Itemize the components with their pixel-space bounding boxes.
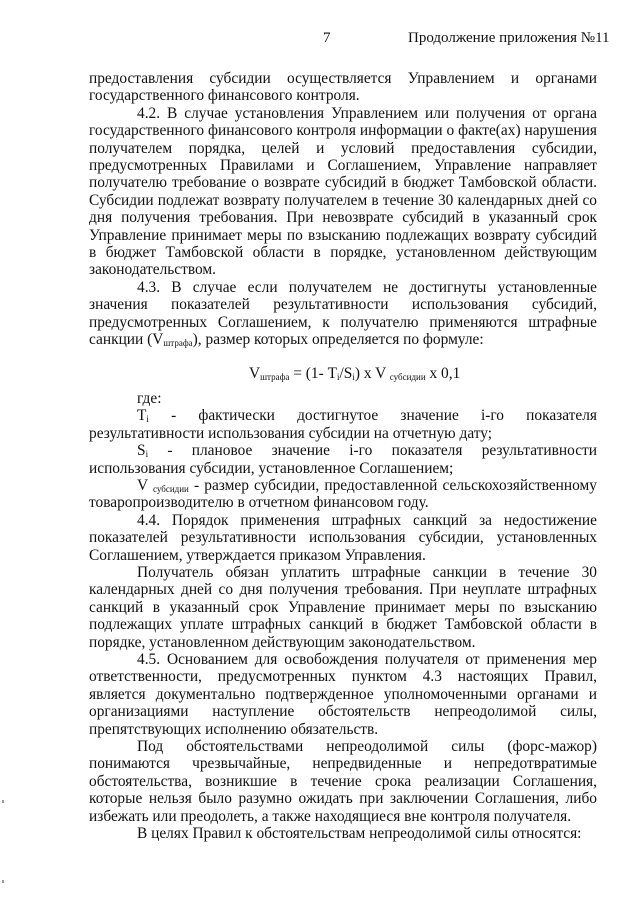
formula-slash: /S — [339, 364, 353, 382]
paragraph-4-3 — [89, 279, 597, 349]
definition-s-text: - плановое значение i-го показателя результативности использования субсидии, установленное Соглашением; — [89, 442, 597, 477]
definition-s-subscript: i — [145, 449, 149, 460]
page-header — [0, 30, 640, 50]
formula-coefficient: x 0,1 — [425, 364, 461, 382]
definition-v — [89, 477, 597, 512]
definition-v-subscript: субсидии — [152, 483, 189, 494]
page-number: 7 — [323, 30, 331, 46]
definition-t-text: - фактически достигнутое значение i-го показателя результативности использования субсидии на отчетную дату; — [89, 407, 597, 442]
paragraph-4-2: 4.2. В случае установления Управлением или получения от органа государственного финансового контроля информации о факте(ах) нарушения получателем порядка, целей и условий предоставления субсидии, предусмотренных Правилами и Соглашением, Управление направляет получателю требование о возврате субсидий в бюджет Тамбовской области. Субсидии подлежат возврату получателем в течение 30 календарных дней со дня получения требования. При невозврате субсидий в указанный срок Управление принимает меры по взысканию подлежащих возврату субсидий в бюджет Тамбовской области в порядке, установленном действующим законодательством. — [89, 104, 597, 279]
paragraph-4-3-end: ), размер которых определяется по формуле: — [192, 331, 484, 349]
formula-t-subscript: i — [337, 371, 340, 382]
paragraph-4-5: 4.5. Основанием для освобождения получателя от применения мер ответственности, предусмотренных пунктом 4.3 настоящих Правил, является документально подтвержденное уполномоченными органами и организациями наступление обстоятельств непреодолимой силы, препятствующих исполнению обязательств. — [89, 651, 597, 738]
where-label: где: — [137, 389, 162, 407]
paragraph-force-majeure-list-intro: В целях Правил к обстоятельствам непреодолимой силы относятся: — [137, 825, 582, 843]
paragraph-subsidy-control: предоставления субсидии осуществляется Управлением и органами государственного финансового контроля. — [89, 70, 597, 105]
paragraph-4-4: 4.4. Порядок применения штрафных санкций за недостижение показателей результативности использования субсидии, установленных Соглашением, утверждается приказом Управления. — [89, 511, 597, 564]
paragraph-4-3-text: 4.3. В случае если получателем не достигнуты установленные значения показателей результативности использования субсидий, предусмотренных Соглашением, к получателю применяются штрафные санкции (V — [89, 278, 597, 349]
formula-times: ) x V — [354, 364, 390, 382]
definition-t-symbol: T — [137, 407, 147, 425]
appendix-continuation-title: Продолжение приложения №11 — [408, 30, 610, 46]
formula-subsidy-subscript: субсидии — [389, 371, 426, 382]
formula-s-subscript: i — [352, 371, 355, 382]
paragraph-4-3-subscript: штрафа — [163, 338, 193, 349]
formula-v-subscript: штрафа — [260, 371, 290, 382]
scan-artifact — [2, 800, 4, 803]
formula-v: V — [249, 364, 261, 382]
paragraph-penalty-payment: Получатель обязан уплатить штрафные санкции в течение 30 календарных дней со дня получения требования. При неуплате штрафных санкций в указанный срок Управление принимает меры по взысканию подлежащих уплате штрафных санкций в бюджет Тамбовской области в порядке, установленном действующим законодательством. — [89, 563, 597, 651]
definition-t — [89, 407, 597, 442]
formula-eq: = (1- T — [289, 364, 337, 382]
definition-t-subscript: i — [146, 414, 149, 425]
definition-s-symbol: S — [137, 442, 146, 460]
definition-v-symbol: V — [137, 476, 153, 494]
document-body — [89, 70, 597, 842]
definition-s — [89, 442, 597, 477]
penalty-formula — [89, 365, 597, 382]
paragraph-force-majeure: Под обстоятельствами непреодолимой силы (форс-мажор) понимаются чрезвычайные, непредвиденные и непредотвратимые обстоятельства, возникшие в течение срока реализации Соглашения, которые нельзя было разумно ожидать при заключении Соглашения, либо избежать или преодолеть, а также находящиеся вне контроля получателя. — [89, 738, 597, 825]
scan-artifact — [2, 880, 4, 883]
definition-v-text: - размер субсидии, предоставленной сельскохозяйственному товаропроизводителю в отчетном финансовом году. — [89, 476, 597, 512]
